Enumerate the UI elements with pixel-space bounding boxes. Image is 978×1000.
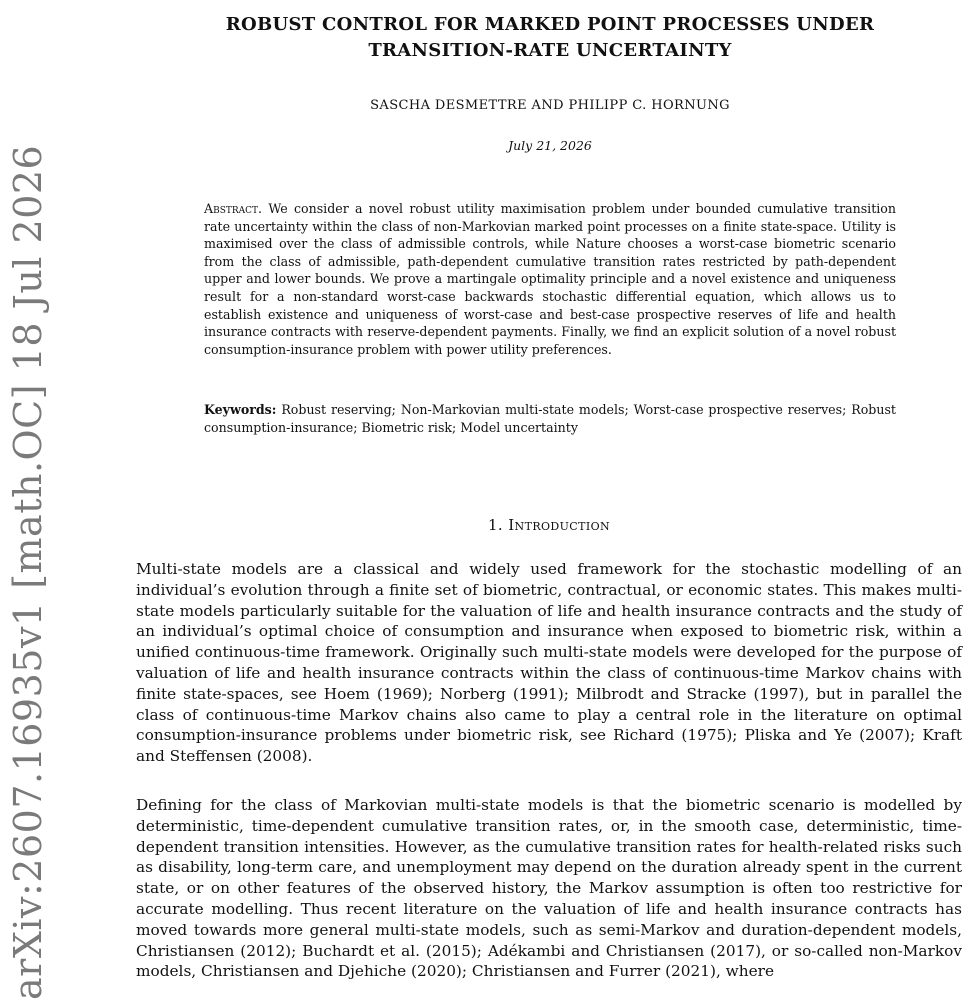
paragraph-1: Multi-state models are a classical and widely used framework for the stochastic modelling of an individual’s evolution through a finite set of biometric, contractual, or economic states. This makes multi-state models particularly suitable for the valuation of life and health insurance contracts and the study of an individual’s optimal choice of consumption and insurance when exposed to biometric risk, within a unified continuous-time framework. Originally such multi-state models were developed for the purpose of valuation of life and health insurance contracts within the class of continuous-time Markov chains with finite state-spaces, see Hoem (1969); Norberg (1991); Milbrodt and Stracke (1997), but in parallel the class of continuous-time Markov chains also came to play a central role in the literature on optimal consumption-insurance problems under biometric risk, see Richard (1975); Pliska and Ye (2007); Kraft and Steffensen (2008).: [136, 560, 962, 766]
keywords-text: Robust reserving; Non-Markovian multi-state models; Worst-case prospective reserves; Robust consumption-insurance; Biometric risk; Model uncertainty: [204, 402, 896, 435]
section-number: 1.: [487, 516, 504, 534]
section-title: Introduction: [508, 516, 611, 534]
paragraph-2: Defining for the class of Markovian multi-state models is that the biometric scenario is modelled by deterministic, time-dependent cumulative transition rates, or, in the smooth case, deterministic, time-dependent transition intensities. However, as the cumulative transition rates for health-related risks such as disability, long-term care, and unemployment may depend on the duration already spent in the current state, or on other features of the observed history, the Markov assumption is often too restrictive for accurate modelling. Thus recent literature on the valuation of life and health insurance contracts has moved towards more general multi-state models, such as semi-Markov and duration-dependent models, Christiansen (2012); Buchardt et al. (2015); Adékambi and Christiansen (2017), or so-called non-Markov models, Christiansen and Djehiche (2020); Christiansen and Furrer (2021), where: [136, 796, 962, 981]
abstract: [204, 200, 896, 358]
keywords: [204, 401, 896, 436]
keywords-label: Keywords:: [204, 402, 277, 417]
title-line-2: TRANSITION-RATE UNCERTAINTY: [368, 40, 732, 61]
abstract-text: We consider a novel robust utility maximisation problem under bounded cumulative transition rate uncertainty within the class of non-Markovian marked point processes on a finite state-space. Utility is maximised over the class of admissible controls, while Nature chooses a worst-case biometric scenario from the class of admissible, path-dependent cumulative transition rates restricted by path-dependent upper and lower bounds. We prove a martingale optimality principle and a novel existence and uniqueness result for a non-standard worst-case backwards stochastic differential equation, which allows us to establish existence and uniqueness of worst-case and best-case prospective reserves of life and health insurance contracts with reserve-dependent payments. Finally, we find an explicit solution of a novel robust consumption-insurance problem with power utility preferences.: [204, 201, 896, 357]
arxiv-identifier: arXiv:2607.16935v1 [math.OC] 18 Jul 2026: [6, 144, 50, 1000]
paper-title: [190, 12, 910, 64]
title-line-1: ROBUST CONTROL FOR MARKED POINT PROCESSES UNDER: [225, 14, 875, 35]
section-heading: [136, 516, 962, 534]
authors: SASCHA DESMETTRE AND PHILIPP C. HORNUNG: [370, 98, 730, 113]
abstract-label: Abstract.: [204, 201, 263, 216]
date: July 21, 2026: [508, 138, 592, 153]
